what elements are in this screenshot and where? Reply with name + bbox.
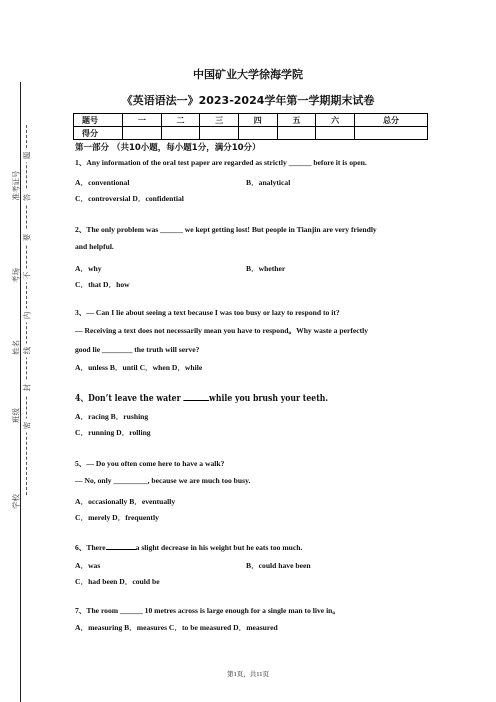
- score-cell[interactable]: [161, 127, 200, 140]
- score-cell[interactable]: [354, 127, 427, 140]
- score-header-cell: 三: [200, 114, 239, 127]
- binding-mark: 要: [22, 231, 33, 245]
- q5-options-cd: C．merely D．frequently: [75, 513, 159, 522]
- sidebar-label-school: 学校: [11, 494, 21, 509]
- score-cell[interactable]: [277, 127, 316, 140]
- binding-mark: 题: [22, 149, 33, 163]
- score-header-cell: 六: [316, 114, 355, 127]
- answer-blank: [183, 393, 209, 401]
- score-cell[interactable]: [200, 127, 239, 140]
- score-header-cell: 题号: [74, 114, 123, 127]
- q6-option-b: B．could have been: [246, 561, 311, 570]
- q4-options-ab: A．racing B．rushing: [75, 412, 149, 421]
- q5-options-ab: A．occasionally B．eventually: [75, 497, 176, 506]
- q2-option-a: A．why: [75, 264, 102, 273]
- school-name: 中国矿业大学徐海学院: [193, 68, 303, 81]
- question-3: 3、— Can I lie about seeing a text because I was too busy or lazy to respond to it?: [75, 308, 340, 317]
- binding-mark: 封: [22, 381, 33, 395]
- question-2-cont: and helpful.: [75, 242, 114, 251]
- score-row: [74, 127, 428, 140]
- question-4-text-end: while you brush your teeth.: [209, 394, 329, 404]
- score-header-cell: 总分: [354, 114, 427, 127]
- page-footer: 第1页，共11页: [226, 671, 269, 678]
- q4-options-cd: C．running D．rolling: [75, 428, 151, 437]
- exam-title: 《英语语法一》2023-2024学年第一学期期末试卷: [121, 94, 375, 107]
- binding-mark: 密: [22, 419, 33, 433]
- binding-mark: 答: [22, 191, 33, 205]
- q3-options: A．unless B．until C．when D．while: [75, 363, 203, 372]
- sidebar-label-class: 班级: [11, 408, 21, 423]
- q2-options-cd: C．that D．how: [75, 280, 130, 289]
- q1-option-b: B．analytical: [246, 178, 291, 187]
- q2-option-b: B．whether: [246, 264, 286, 273]
- question-1: 1、Any information of the oral test paper are regarded as strictly ______ before it is open.: [75, 158, 367, 167]
- score-header-cell: 四: [238, 114, 277, 127]
- score-cell[interactable]: [238, 127, 277, 140]
- sidebar-label-exam-room: 考场: [11, 268, 21, 283]
- q1-options-cd: C．controversial D．confidential: [75, 194, 184, 203]
- question-4-text: 4、Don’t leave the water: [75, 394, 184, 404]
- question-2: 2、The only problem was ______ we kept getting lost! But people in Tianjin are very friendly: [75, 225, 377, 234]
- binding-mark: 线: [22, 344, 33, 358]
- q6-option-a: A．was: [75, 561, 101, 570]
- sidebar-label-name: 姓名: [11, 340, 21, 355]
- question-7: 7、The room ______ 10 metres across is large enough for a single man to live in。: [75, 606, 340, 615]
- question-4: [75, 391, 328, 404]
- score-cell[interactable]: [123, 127, 162, 140]
- answer-blank: [106, 542, 136, 550]
- sidebar-label-exam-number: 准考证号: [11, 170, 21, 201]
- q7-options: A．measuring B．measures C．to be measured D．measured: [75, 623, 278, 632]
- binding-mark: 不: [22, 269, 33, 283]
- score-header-cell: 一: [123, 114, 162, 127]
- score-row-label: 得分: [74, 127, 123, 140]
- question-3-line2: — Receiving a text does not necessarily mean you have to respond。Why waste a perfectly: [75, 326, 369, 335]
- binding-mark: 内: [22, 309, 33, 323]
- score-header-row: [74, 114, 428, 127]
- score-table: [73, 113, 428, 140]
- question-6-text: 6、There: [75, 543, 106, 552]
- question-6: [75, 542, 302, 553]
- section-heading: 第一部分 （共10小题，每小题1分，满分10分）: [75, 143, 261, 153]
- q1-option-a: A．conventional: [75, 178, 130, 187]
- question-5: 5、— Do you often come here to have a walk?: [75, 459, 225, 468]
- score-header-cell: 五: [277, 114, 316, 127]
- score-cell[interactable]: [316, 127, 355, 140]
- q6-options-cd: C．had been D．could be: [75, 577, 160, 586]
- question-5-line2: — No, only _________, because we are much too busy.: [75, 476, 251, 485]
- score-header-cell: 二: [161, 114, 200, 127]
- question-3-line3: good lie ________ the truth will serve?: [75, 345, 200, 354]
- question-6-text-end: a slight decrease in his weight but he eats too much.: [135, 543, 303, 552]
